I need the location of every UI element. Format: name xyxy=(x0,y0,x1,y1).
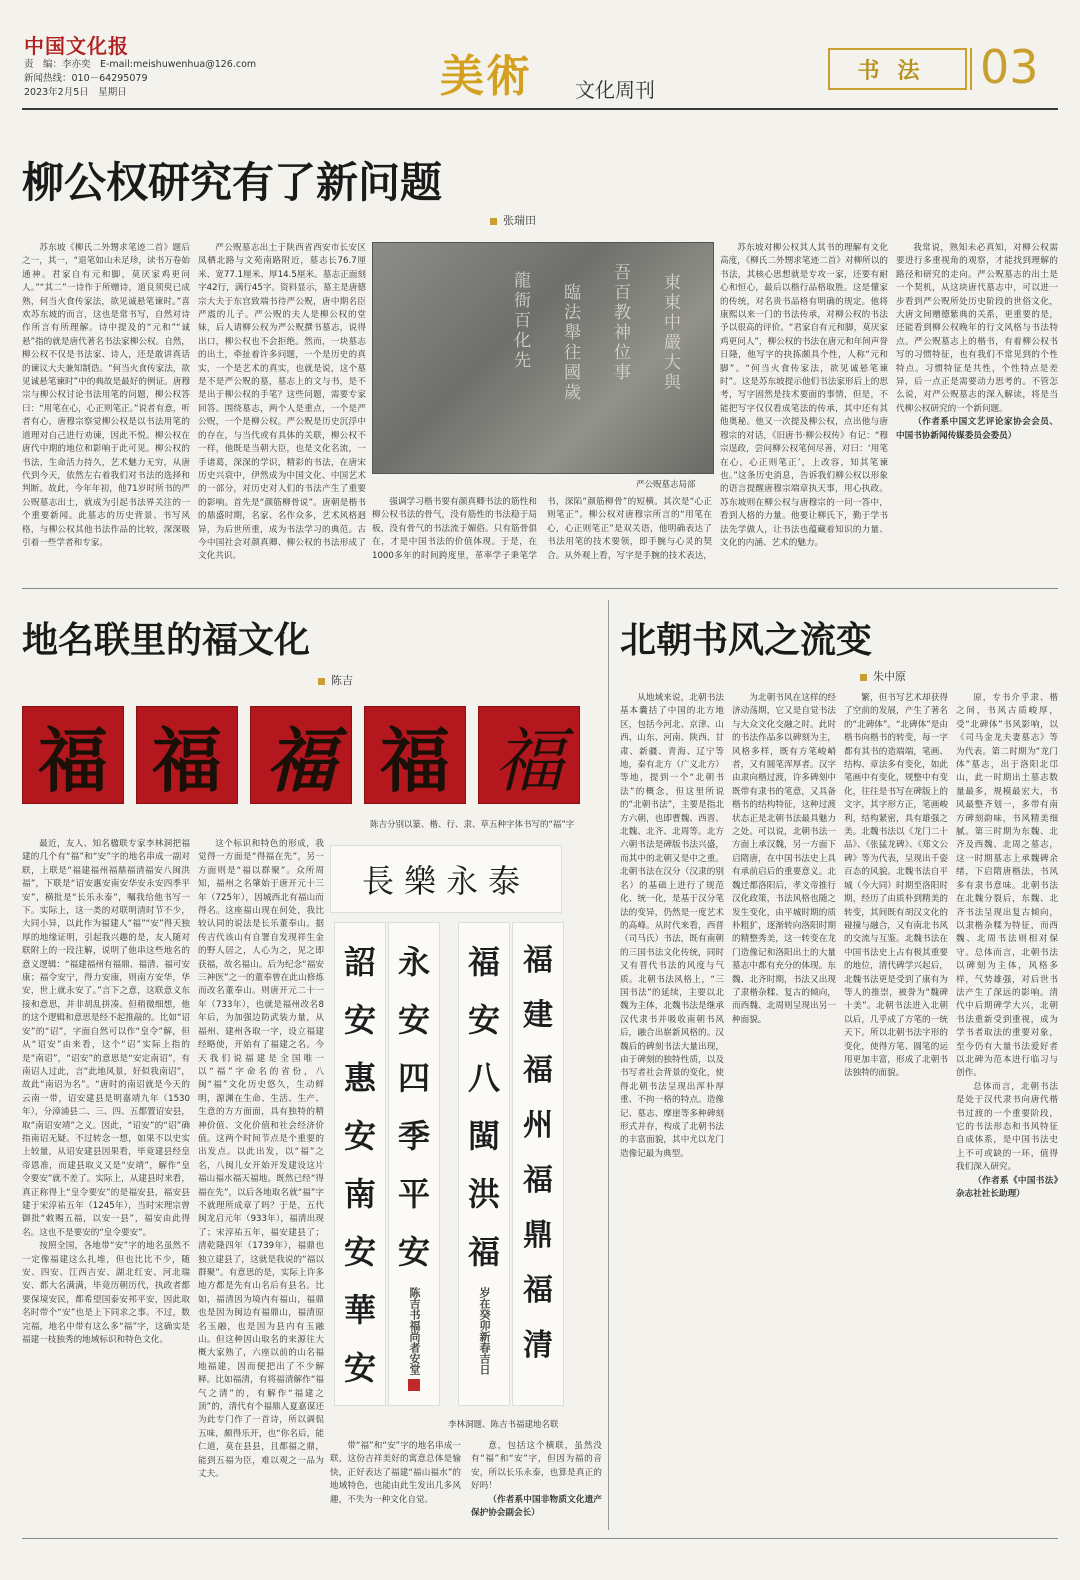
article3-title: 北朝书风之流变 xyxy=(620,619,873,661)
paragraph: 为北朝书风在这样的经济动荡期，它又是自觉书法与大众文化交融之时。此时的书法作品多以碑刻为主，风格多样，既有方笔峻峭者，又有圆笔浑厚者。汉字由隶向楷过渡，许多碑刻中既带有隶书的笔意，又具备楷书的结构特征，这种过渡状态正是北朝书法最具魅力之处。可以说，北朝书法一方面上承汉魏，另一方面下启隋唐，在中国书法史上具有承前启后的重要意义。北魏迁都洛阳后，孝文帝推行汉化政策，书法风格也随之发生变化，由平城时期的质朴粗犷，逐渐转向洛阳时期的精整秀美，这一转变在龙门造像记和洛阳出土的大量墓志中都有充分的体现。东魏、北齐时期，书法又出现了隶楷杂糅、复古的倾向，而西魏、北周则呈现出另一种面貌。 xyxy=(732,693,836,1025)
couplet-date-inscription: 岁在癸卯新春吉日 xyxy=(478,1287,491,1375)
article3-column-2 xyxy=(732,692,836,1528)
article1-column-3 xyxy=(372,496,712,574)
page-number: 03 xyxy=(980,40,1039,94)
article1-column-4 xyxy=(720,242,888,574)
couplet-char: 安 xyxy=(397,1233,430,1271)
paragraph: 繁，但书写艺术却获得了空前的发展，产生了著名的“北碑体”。“北碑体”是由楷书向楷书的转变，每一字都有其书的造端端，笔画、结构、章法多有变化，如此笔画中有变化，规整中有变化，往往是书写在碑版上的文字，其字形方正，笔画峻利，结构紧密，具有雄强之美。北魏书法以《龙门二十品》、《张猛龙碑》、《郑文公碑》等为代表，呈现出千姿百态的风貌。北魏书法自平城（今大同）时期至洛阳时期，经历了由质朴到精美的转变，其间既有胡汉文化的碰撞与融合，又有南北书风的交流与互鉴。北魏书法在中国书法史上占有极其重要的地位，清代碑学兴起后，北魏书法更是受到了康有为等人的推崇，被誉为“魏碑十美”。北朝书法进入北朝以后，几乎成了方笔的一统天下。所以北朝书法字形的变化，使得方笔、圆笔的运用更加丰富，形成了北朝书法独特的面貌。 xyxy=(844,693,948,1079)
couplet-char: 惠 xyxy=(343,1059,376,1097)
paragraph: 意，包括这个横联，虽然没有“福”和“安”字，但因为福的音安，所以长乐永泰，也算是真正的好吗！ xyxy=(471,1441,602,1492)
rubbing-text: 龍衙百化先 xyxy=(510,271,530,371)
rubbing-text: 東東中嚴大與 xyxy=(660,273,680,393)
couplet-char: 安 xyxy=(343,1001,376,1039)
article2-footnote: （作者系中国非物质文化遗产保护协会副会长） xyxy=(471,1494,602,1519)
couplet-char: 平 xyxy=(397,1175,430,1213)
couplet-char: 州 xyxy=(523,1108,553,1143)
couplet-char: 福 xyxy=(523,1273,553,1308)
article1-title: 柳公权研究有了新问题 xyxy=(22,158,443,207)
couplet-caption: 李林洞题、陈吉书福建地名联 xyxy=(448,1420,559,1430)
fu-seal-script: 福 xyxy=(22,706,124,804)
divider xyxy=(970,48,972,90)
masthead-rule xyxy=(22,108,1058,110)
rubbing-text: 臨法舉往國歲 xyxy=(560,283,580,403)
fu-regular-script: 福 xyxy=(136,706,238,804)
editor-meta xyxy=(24,58,256,100)
couplet-horizontal-scroll: 長樂永泰 xyxy=(330,845,562,913)
couplet-char: 永 xyxy=(397,943,430,981)
article3-column-1 xyxy=(620,692,724,1528)
couplet-char: 八 xyxy=(467,1059,500,1097)
article3-footnote: （作者系《中国书法》杂志社社长助理） xyxy=(956,1175,1058,1200)
article1-byline: 张瑞田 xyxy=(490,212,536,228)
couplet-char: 福 xyxy=(467,1233,500,1271)
couplet-signature: 陈吉书福尚者安堂 xyxy=(408,1287,421,1375)
paragraph: 总体而言，北朝书法是处于汉代隶书向唐代楷书过渡的一个重要阶段，它的书法形态和书风特征自成体系，是中国书法史上不可或缺的一环，值得我们深入研究。 xyxy=(956,1081,1058,1173)
couplet-char: 華 xyxy=(343,1291,376,1329)
paragraph: 最近，友人、知名楹联专家李林洞把福建的几个有“福”和“安”字的地名串成一副对联，上联是“福建福州福鼎福清福安八闽洪福”，下联是“诏安惠安南安华安永安四季平安”，横批是“长乐永泰”，嘱我给他书写一下。实际上，这一类的对联明清时节不少，大同小异，以此作为福建人“福”“安”得天独厚的地缘证明，引起我兴趣的是，友人随对联附上的一段注解，说明了他串这些地名的意义逻辑：“福建福州有福鼎、福清、福可安康；福令安宁，得力安康，则南方安华，华安，世上就永安了。”言下之意，这联意义东接和意思，并非胡乱拼凑。但稍微细想，他的这个逻辑和意思是经不起推敲的。比如“诏安”的“诏”，字面自然可以作“皇令”解，但从“诏安”由来看，这个“诏”实际上指的是“南诏”，“诏安”的意思是“安定南诏”，有南诏人过此，言“此地风景，好似我南诏”，故此“南诏为名”。“唐时的南诏就是今天的云南一带，诏安建县是明嘉靖九年（1530年），分漳浦县二、三、四、五都置诏安县，取“南诏安靖”之义。因此，“诏安”的“诏”确指南诏无疑。不过转念一想，如果不以史实上较量，从诏安建县因果看，毕竟建县经皇帝恩准，而建县取义又是“安靖”，解作“皇令要安”就不差了。实际上，从建县时来看，真正称得上“皇令要安”的是福安县，福安县建于宋淳祐五年（1245年），当时宋理宗曾御批“敕赐五福，以安一县”，福安由此得名。这也不是要安的“皇令要安”。 xyxy=(22,839,190,1238)
couplet-char: 福 xyxy=(523,943,553,978)
paragraph: 苏东坡《柳氏二外甥求笔迹二首》题后之一，其一，“退笔如山未足珍，读书万卷始通神。君家自有元和脚，莫厌家鸡更问人。”“其二”一诗作于所赠诗，道良须臾已成熟，何当火食传家法，欲见诚悬笔谏时。”喜欢苏东坡的而言，这也是常书写，自然对诗作所言有所理解。诗中提及的“元和”“诚悬”指的就是唐代著名书法家柳公权。自然，柳公权不仅是书法家、诗人，还是敢讲真话的谏议大夫兼知制诰。“何当火食传家法，欲见诚悬笔谏时”中的典故是最好的例证。唐穆宗与柳公权讨论书法用笔的问题，柳公权答曰：“用笔在心，心正则笔正。”说者有意，听者有心，唐穆宗察觉柳公权是以书法用笔的道理对自己进行劝谏，因此不悦。柳公权在唐代中期的地位和影响于此可见。柳公权的书法，生命活力持久，艺术魅力无穷，从唐代到今天，依然左右着我们对书法的选择和判断。故此，今年年初，他71岁时所书的严公贶墓志出土，就成为引起书法界关注的一个重要新闻。此墓志的历史背景、书写风格，与柳公权其他书法作品的比较，深深吸引着一些学者和专家。 xyxy=(22,243,190,548)
article2-title: 地名联里的福文化 xyxy=(22,619,311,661)
couplet-char: 建 xyxy=(523,998,553,1033)
section-label: 书法 xyxy=(828,48,967,90)
editor-line: 责 编：李亦奕 E-mail:meishuwenhua@126.com xyxy=(24,59,257,70)
paragraph: 从地域来说，北朝书法基本囊括了中国的北方地区，包括今河北、京津、山西、山东、河南、陕西、甘肃、新疆、青海、辽宁等地，秦有北方（广义北方）等地，提到一个“北朝书法”的概念，但这里所说的“北朝书法”，主要是指北方六朝，也即曹魏、西晋、北魏、北齐、北周等。北方六朝书法是碑版书法兴盛，而其中的北朝又是中之重。北朝书法在汉分（汉隶的别名）的基础上进行了规范化、统一化，是基于汉分笔法的变异，仍然是一度艺术的高峰。从时代来看，西晋（司马氏）书法，既有南朝的三国书法文化传统，同时又有晋代书法的风度与气质。北朝书法风格上，“三国书法”的延续，主要以北魏为主体，北魏书法是继承汉代隶书并吸收南朝书风后，融合出崭新风格的。汉魏后的碑刻书法大量出现，由于碑刻的独特性质，以及书写者社会背景的变化，使得北朝书法呈现出浑朴厚重、不拘一格的特点。造像记、墓志、摩崖等多种碑刻形式并存，构成了北朝书法的丰富面貌，其中尤以龙门造像记最为典型。 xyxy=(620,693,724,1159)
paragraph: 按照全国，各地带“安”字的地名虽然不一定像福建这么扎堆，但也比比不少，随安、四安、江西吉安、湖北红安、河北瑞安、都大名满满，毕竟历朝历代，执政者都要保境安民，都希望国泰安邦平安，因此取名时带个“安”也是上下同求之事。不过，数完福，地名中带有这么多“福”字，这确实是福建一枝独秀的地域标识和特色文化。 xyxy=(22,1241,190,1346)
couplet-char: 安 xyxy=(343,1117,376,1155)
brand-subtitle: 文化周刊 xyxy=(575,78,655,102)
article2-column-3 xyxy=(330,1440,602,1528)
article3-column-3 xyxy=(844,692,948,1528)
couplet-char: 鼎 xyxy=(523,1218,553,1253)
brand-title: 美術 xyxy=(440,51,532,102)
article1-column-5 xyxy=(896,242,1058,574)
couplet-char: 季 xyxy=(397,1117,430,1155)
paragraph: 强调学习楷书要有颜真卿书法的筋性和柳公权书法的骨气，没有筋性的书法稳于局板，没有骨气的书法流于媚俗。只有筋骨俱在，才是中国书法的价值体现。于是，在1000多年的时间跨度里，革率学子秉笔学书，深陷“颜筋柳骨”的短横。其次是“心正则笔正”。柳公权对唐穆宗所言的“用笔在心，心正则笔正”是双关语，他明确表达了书法用笔的技术要领，即手腕与心灵的契合。从外观上看，写字是手腕的技术表达， xyxy=(372,497,712,561)
couplet-char: 福 xyxy=(467,943,500,981)
couplet-scroll-second xyxy=(388,922,440,1406)
red-seal-icon xyxy=(408,1379,420,1391)
fu-caption: 陈吉分别以篆、楷、行、隶、草五种字体书写的“福”字 xyxy=(370,820,575,830)
date-line: 2023年2月5日 星期日 xyxy=(24,87,127,98)
fu-calligraphy-row xyxy=(22,706,580,804)
article2-byline: 陈吉 xyxy=(318,672,353,688)
tablet-rubbing-image xyxy=(372,242,714,474)
couplet-char: 安 xyxy=(343,1233,376,1271)
couplet-char: 南 xyxy=(343,1175,376,1213)
article3-column-4 xyxy=(956,692,1058,1528)
article1-column-2 xyxy=(198,242,366,574)
couplet-char: 四 xyxy=(397,1059,430,1097)
paragraph: 带“福”和“安”字的地名串成一联，这份吉祥美好的寓意总体是愉快，正好表达了福建“福山福水”的地域特色，也能由此生发出几多风趣，不失为一种文化自觉。 xyxy=(330,1441,461,1505)
rubbing-text: 吾百教神位事 xyxy=(610,263,630,383)
fu-clerical-script: 福 xyxy=(364,706,466,804)
article2-column-2 xyxy=(198,838,324,1528)
couplet-scroll-left xyxy=(334,922,386,1406)
couplet-char: 安 xyxy=(343,1349,376,1387)
hotline-line: 新闻热线：010－64295079 xyxy=(24,73,148,84)
couplet-char: 洪 xyxy=(467,1175,500,1213)
couplet-char: 詔 xyxy=(343,943,376,981)
couplet-char: 閩 xyxy=(467,1117,500,1155)
article2-column-1 xyxy=(22,838,190,1528)
couplet-char: 福 xyxy=(523,1053,553,1088)
article1-footnote: （作者系中国文艺评论家协会会员、中国书协新闻传媒委员会委员） xyxy=(896,417,1058,441)
article3-byline: 朱中原 xyxy=(860,668,906,684)
couplet-char: 清 xyxy=(523,1328,553,1363)
couplet-char: 安 xyxy=(467,1001,500,1039)
article1-column-1 xyxy=(22,242,190,574)
couplet-scroll-third xyxy=(458,922,510,1406)
paragraph: 苏东坡对柳公权其人其书的理解有文化高度，《柳氏二外甥求笔迹二首》对柳所以的书法，其核心思想就是专攻一家，还要有耐心和恒心，最后以楷行品格取胜。这是懂家的传统，对名贵书品格有明确的规定。他将康熙以来一门的书法传承，对柳公权的书法予以很高的评价。“君家自有元和脚，莫厌家鸡更问人”，柳公权的书法在唐元和年间声誉日隆，他写字的抉拣颇具个性，人称“元和脚”。“何当火食传家法，欲见诚悬笔谏时”。这是苏东坡提示他们书法家形后上的思考，写字固然是技术要面的事情，但是，不能把写字仅仅看成笔法的传承，其中还有其他奥秘。他又一次提及柳公权，点出他与唐穆宗的对话，《旧唐书·柳公权传》有记：“穆宗逞政，尝问柳公权笔何尽善，对曰：‘用笔在心，心正则笔正’，上改容，知其笔谏也。”这条历史消息，告诉我们柳公权以形象的语言提醒唐穆宗端章执天事，用心执政。苏东坡则在柳公权与唐穆宗的一问一答中，看到人格的力量。他要让柳氏下，勤于学书法先学做人，让书法也蕴藏着知识的力量、文化的内涵、艺术的魅力。 xyxy=(720,243,888,548)
paragraph: 严公贶墓志出土于陕西省西安市长安区凤栖北路与文苑南路附近，墓志长76.7厘米、宽77.1厘米、厚14.5厘米。墓志正面刻字42行，满行45字。资料显示，墓主是唐德宗大夫于东宫致端书待严公贶，唐中期名臣严震的儿子。严公贶的夫人是柳公权的堂妹，后人请柳公权为严公贶撰书墓志，说得出口，柳公权也不会拒绝。然而，一块墓志的出土，牵扯着许多问题，一个是历史的真实，一个是艺术的真实，也就是说，这个墓是不是严公贶的墓，墓志上的文与书，是不是出于柳公权的手笔？这些问题，需要专家回答。围绕墓志，两个人是重点，一个是严公贶，一个是柳公权。严公贶是历史沉浮中的存在，与当代或有具体的关联，柳公权不一样，他既是当朝大臣，也是文化名流，一手诸葛，深深的学识，精彩的书法，在唐宋历史兴衰中，伊然成为中国文化、中国艺术的一部分，对历史对人们的书法产生了重要的影响。首先是“颜筋柳骨说”。唐朝是楷书的鼎盛时期，名家、名作众多，艺术风格迥异，为后世所重，成为书法学习的典范。古今中国社会对颜真卿、柳公权的书法形成了文化共识。 xyxy=(198,243,366,562)
paragraph: 这个标识和特色的形成，我觉得一方面是“得福在先”，另一方面则是“福以群聚”。众所周知，福州之名肇始于唐开元十三年（725年），因城西北有福山而得名。这座福山现在何处，我比较认同的说法是长乐董奉山。据传吉代该山有自署自发现祥生金的野人居之，人心为之，见之即获福，故名福山。后为纪念“福安三神医”之一的董奉曾在此山修炼而改名董奉山。则唐开元二十一年（733年），也就是福州改名8年后，为加强边防武装力量，从福州、建州各取一字，设立福建经略使，开始有了福建之名。今天我们说福建是全国唯一以“福”字命名的省份，八闽“福”文化历史悠久，生动鲜明，源渊在生命、生活、生产、生意的方方面面，具有独特的精神价值、文化价值和社会经济价值。这两个时间节点是个重要的出发点。以此出发，以“福”之名，八闽儿女开始开发建设这片福山福水福天福地。既然已经“得福在先”，以后各地取名就“福”字不就理所成章了吗？于是，五代闽龙启元年（933年），福清出现了；宋淳祐五年，福安建县了；清乾隆四年（1739年），福鼎也独立建县了，这就是我说的“福以群聚”。有意思的是，实际上许多地方都是先有山名后有县名。比如，福清因为境内有福山，福鼎也是因为闽边有福鼎山，福清原名玉融，也是因为县内有玉融山。但这种因山取名的来源往大概大家熟了，六座以前的山名福地福建，因而便把出了不少解释。比如福清，有将福清解作“福气之清”的，有解作“福建之顶”的，清代有个福鼎人夏嘉谋还为此专门作了一首诗，所以调侃五味，颇得乐开，也“你名后，能仁道，莫在县县，且都福之鼎，能到五福为臣，难以观之一品为丈夫。 xyxy=(198,839,324,1480)
newspaper-logo: 中国文化报 xyxy=(24,34,129,58)
couplet-char: 福 xyxy=(523,1163,553,1198)
fu-cursive-script: 福 xyxy=(478,706,580,804)
paragraph: 原，专书介乎隶、楷之间，书风古质峻厚，受“北碑体”书风影响，以《司马金龙夫妻墓志》等为代表。第二时期为“龙门体”墓志，出于洛阳北邙山，此一时期出土墓志数量最多，规模最宏大，书风最整齐划一，多带有南方碑刻韵味，书风精美细腻。第三时期为东魏、北齐及西魏、北周之墓志，这一时期墓志上承魏碑余绪，下启隋唐楷法，书风多有隶书意味。北朝书法在北魏分裂后，东魏、北齐书法呈现出复古倾向，以隶楷杂糅为特征，而西魏、北周书法则相对保守。总体而言，北朝书法以碑刻为主体，风格多样，气势雄强，对后世书法产生了深远的影响。清代中后期碑学大兴，北朝书法重新受到重视，成为学书者取法的重要对象，至今仍有大量书法爱好者以北碑为范本进行临习与创作。 xyxy=(956,693,1058,1079)
fu-running-script: 福 xyxy=(250,706,352,804)
tablet-caption: 严公贶墓志局部 xyxy=(636,480,696,490)
paragraph: 我常说，熟知未必真知，对柳公权需要进行多重视角的观察，才能找到理解的路径和研究的走向。严公贶墓志的出土是一个契机，从这块唐代墓志中，可以进一步看到严公贶所处历史阶段的世俗文化，大唐文间赠德紫典的关系，更重要的是，还能看到柳公权晚年的行文风格与书法特点。严公贶墓志上的楷书，有着柳公权书写的习惯特征，也有我们不常见到的个性特点。习惯特征是共性，个性特点是差异，后一点正是需要动力思考的。不管怎么说，对严公贶墓志的深入解读，将是当代柳公权研究的一个新问题。 xyxy=(896,243,1058,414)
column-divider xyxy=(608,600,609,1530)
section-rule xyxy=(22,588,1058,589)
couplet-char: 安 xyxy=(397,1001,430,1039)
bottom-rule xyxy=(22,1538,1058,1539)
couplet-scroll-right xyxy=(512,922,564,1406)
